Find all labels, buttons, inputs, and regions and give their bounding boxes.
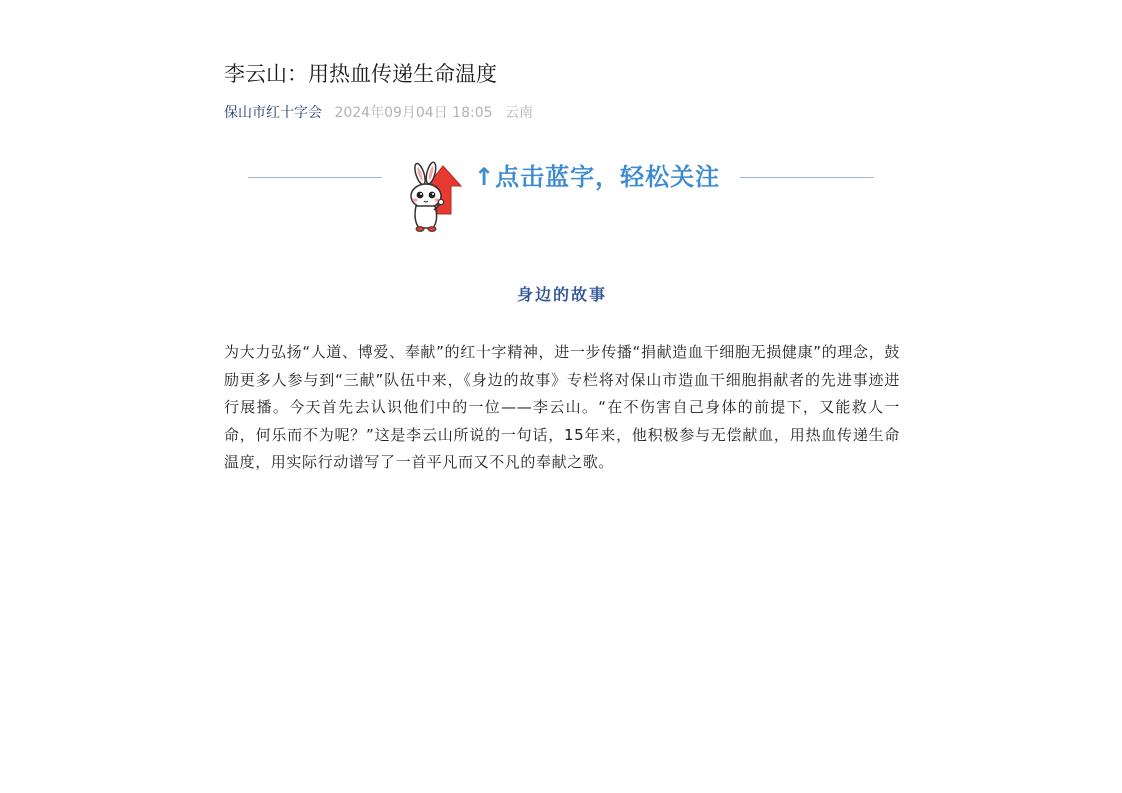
article-meta (224, 103, 533, 123)
banner-divider-right (740, 177, 874, 178)
account-name-link[interactable]: 保山市红十字会 (224, 105, 322, 121)
publish-location: 云南 (504, 105, 533, 121)
publish-time: 2024年09月04日 18:05 (334, 105, 493, 121)
section-title: 身边的故事 (516, 285, 607, 304)
follow-banner[interactable] (248, 158, 874, 238)
article-title: 李云山：用热血传递生命温度 (224, 62, 497, 86)
follow-prompt-text[interactable]: ↑点击蓝字，轻松关注 (474, 163, 721, 191)
banner-divider-left (248, 177, 382, 178)
article-paragraph: 为大力弘扬“人道、博爱、奉献”的红十字精神，进一步传播“捐献造血干细胞无损健康”的理念，鼓励更多人参与到“三献”队伍中来，《身边的故事》专栏将对保山市造血干细胞捐献者的先进事迹进行展播。今天首先去认识他们中的一位——李云山。“在不伤害自己身体的前提下，又能救人一命，何乐而不为呢？”这是李云山所说的一句话，15年来，他积极参与无偿献血，用热血传递生命温度，用实际行动谱写了一首平凡而又不凡的奉献之歌。 (224, 343, 900, 471)
rabbit-mascot-icon (403, 160, 465, 234)
